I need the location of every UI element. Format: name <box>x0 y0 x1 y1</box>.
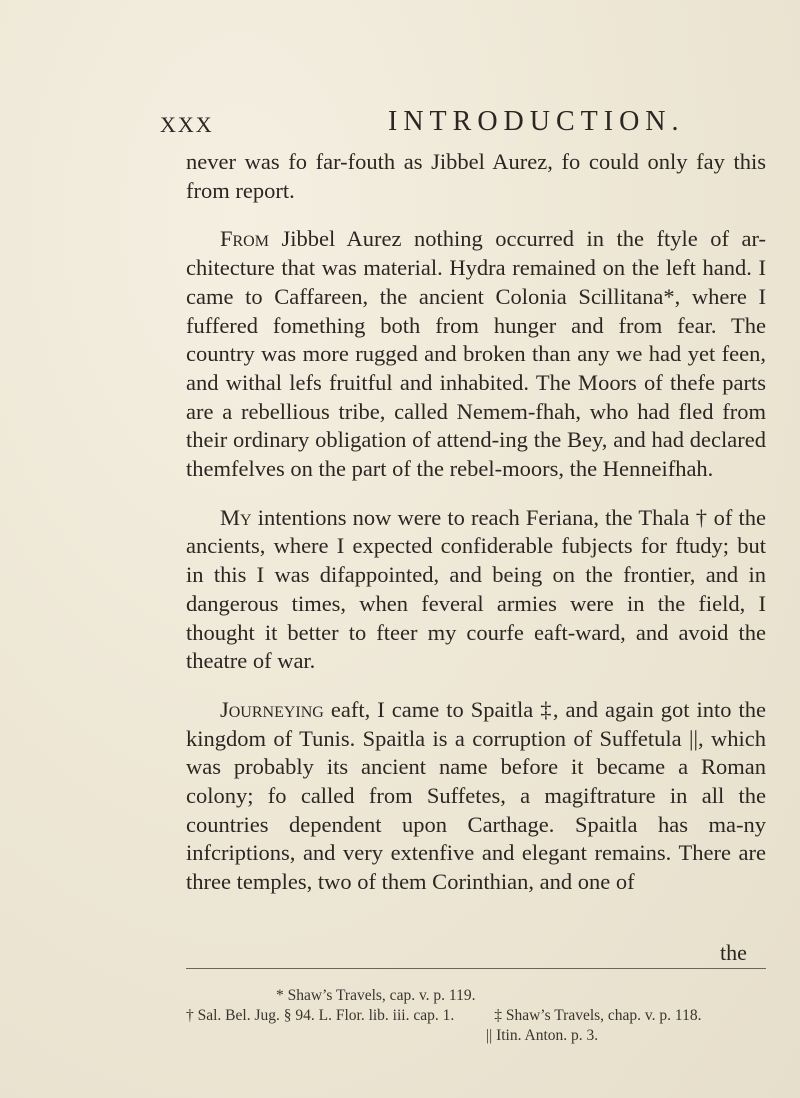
paragraph-2-lead: From <box>220 226 269 252</box>
footnote-row-2 <box>186 1006 766 1026</box>
catchword: the <box>720 940 747 965</box>
paragraph-3 <box>186 504 766 676</box>
paragraph-4-text: eaft, I came to Spaitla ‡, and again got into the kingdom of Tunis. Spaitla is a corruption of Suffetula ||, which was probably its ancient name before it became a Roman colony; fo called from Suffetes, a magiftrature in all the countries dependent upon Carthage. Spaitla has ma-ny infcriptions, and very extenfive and elegant remains. There are three temples, two of them Corinthian, and one of <box>186 696 766 895</box>
paragraph-2 <box>186 225 766 483</box>
page-header <box>160 106 720 152</box>
paragraph-4 <box>186 696 766 897</box>
footnote-4: || Itin. Anton. p. 3. <box>486 1027 599 1044</box>
paragraph-2-text: Jibbel Aurez nothing occurred in the ftyle of ar-chitecture that was material. Hydra remained on the left hand. I came to Caffareen, the ancient Colonia Scillitana*, where I fuffered fomething both from hunger and from fear. The country was more rugged and broken than any we had yet feen, and withal lefs fruitful and inhabited. The Moors of thefe parts are a rebellious tribe, called Nemem-fhah, who had fled from their ordinary obligation of attend-ing the Bey, and had declared themfelves on the part of the rebel-moors, the Henneifhah. <box>186 226 766 482</box>
paragraph-4-lead: Journeying <box>220 696 324 722</box>
footnote-1: * Shaw’s Travels, cap. v. p. 119. <box>276 987 476 1004</box>
paragraph-3-lead: My <box>220 504 252 530</box>
paragraph-3-text: intentions now were to reach Feriana, the Thala † of the ancients, where I expected confiderable fubjects for ftudy; but in this I was difappointed, and being on the frontier, and in dangerous times, when feveral armies were in the field, I thought it better to fteer my courfe eaft-ward, and avoid the theatre of war. <box>186 504 766 674</box>
footnote-rule <box>186 968 766 969</box>
body-text <box>186 148 766 917</box>
page-number: XXX <box>160 112 214 137</box>
paragraph-1 <box>186 148 766 205</box>
paragraph-1-text: never was fo far-fouth as Jibbel Aurez, fo could only fay this from report. <box>186 149 766 203</box>
running-head: INTRODUCTION. <box>388 106 685 137</box>
footnotes <box>186 986 766 1046</box>
footnote-3: ‡ Shaw’s Travels, chap. v. p. 118. <box>494 1007 702 1024</box>
footnote-2: † Sal. Bel. Jug. § 94. L. Flor. lib. iii. cap. 1. <box>186 1007 455 1024</box>
